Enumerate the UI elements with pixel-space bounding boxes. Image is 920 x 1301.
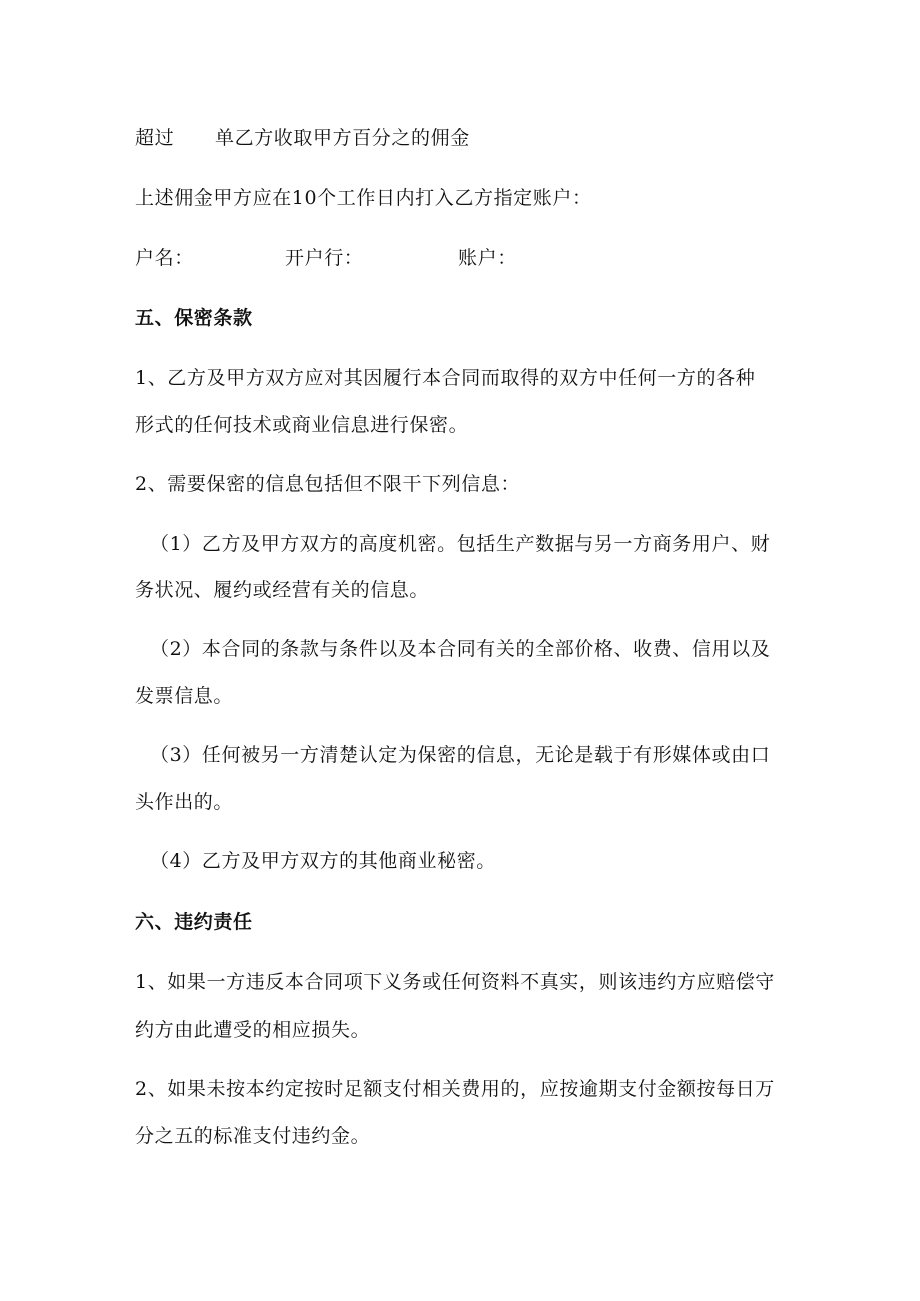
account-number-label: 账户： — [458, 247, 517, 269]
section5-item2: 2、需要保密的信息包括但不限干下列信息： — [135, 473, 521, 495]
section5-heading: 五、保密条款 — [135, 307, 253, 329]
account-bank-label: 开户行： — [285, 247, 364, 269]
section5-sub2-line1: （2）本合同的条款与条件以及本合同有关的全部价格、收费、信用以及 — [150, 638, 771, 660]
account-name-label: 户名： — [135, 247, 194, 269]
commission-clause-part1: 超过 — [135, 127, 175, 149]
section5-sub4: （4）乙方及甲方双方的其他商业秘密。 — [150, 850, 496, 872]
commission-clause-part2: 单乙方收取甲方百分之的佣金 — [215, 127, 470, 149]
section6-heading: 六、违约责任 — [135, 911, 253, 933]
section6-item2-line2: 分之五的标准支付违约金。 — [135, 1125, 371, 1147]
section5-sub2-line2: 发票信息。 — [135, 685, 234, 707]
section5-sub1-line2: 务状况、履约或经营有关的信息。 — [135, 579, 430, 601]
section5-item1-line1: 1、乙方及甲方双方应对其因履行本合同而取得的双方中任何一方的各种 — [135, 367, 756, 389]
section5-sub1-line1: （1）乙方及甲方双方的高度机密。包括生产数据与另一方商务用户、财 — [150, 533, 771, 555]
payment-note: 上述佣金甲方应在10个工作日内打入乙方指定账户： — [135, 187, 592, 209]
section6-item1-line2: 约方由此遭受的相应损失。 — [135, 1019, 371, 1041]
section6-item1-line1: 1、如果一方违反本合同项下义务或任何资料不真实，则该违约方应赔偿守 — [135, 971, 775, 993]
section6-item2-line1: 2、如果未按本约定按时足额支付相关费用的，应按逾期支付金额按每日万 — [135, 1078, 775, 1100]
section5-sub3-line2: 头作出的。 — [135, 791, 234, 813]
section5-sub3-line1: （3）任何被另一方清楚认定为保密的信息，无论是载于有形媒体或由口 — [150, 744, 771, 766]
section5-item1-line2: 形式的任何技术或商业信息进行保密。 — [135, 414, 469, 436]
